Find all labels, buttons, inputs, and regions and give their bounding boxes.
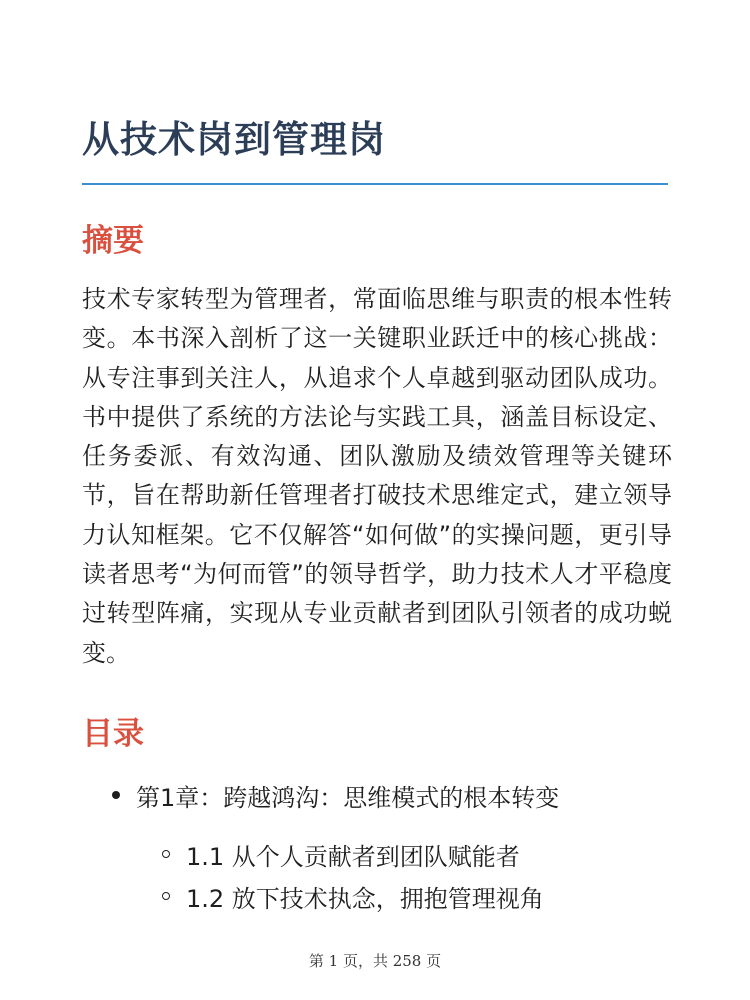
toc-section-item[interactable] [162,834,520,874]
toc-section-item[interactable] [162,876,544,916]
toc-chapter-item[interactable] [112,770,559,820]
abstract-text: 技术专家转型为管理者，常面临思维与职责的根本性转变。本书深入剖析了这一关键职业跃迁中的核心挑战：从专注事到关注人，从追求个人卓越到驱动团队成功。书中提供了系统的方法论与实践工具，涵盖目标设定、任务委派、有效沟通、团队激励及绩效管理等关键环节，旨在帮助新任管理者打破技术思维定式，建立领导力认知框架。它不仅解答“如何做”的实操问题，更引导读者思考“为何而管”的领导哲学，助力技术人才平稳度过转型阵痛，实现从专业贡献者到团队引领者的成功蜕变。 [82,285,672,667]
toc-section-label: 1.1 从个人贡献者到团队赋能者 [186,842,520,871]
toc-heading: 目录 [82,716,144,752]
toc-section-label: 1.2 放下技术执念，拥抱管理视角 [186,884,544,913]
bullet-circle-icon [162,892,170,900]
document-title: 从技术岗到管理岗 [82,118,386,161]
abstract-heading: 摘要 [82,223,144,259]
bullet-dot-icon [112,791,120,799]
bullet-circle-icon [162,850,170,858]
toc-chapter-label: 第1章：跨越鸿沟：思维模式的根本转变 [136,783,560,812]
title-divider [82,183,668,185]
page-number-footer: 第 1 页，共 258 页 [308,952,442,970]
